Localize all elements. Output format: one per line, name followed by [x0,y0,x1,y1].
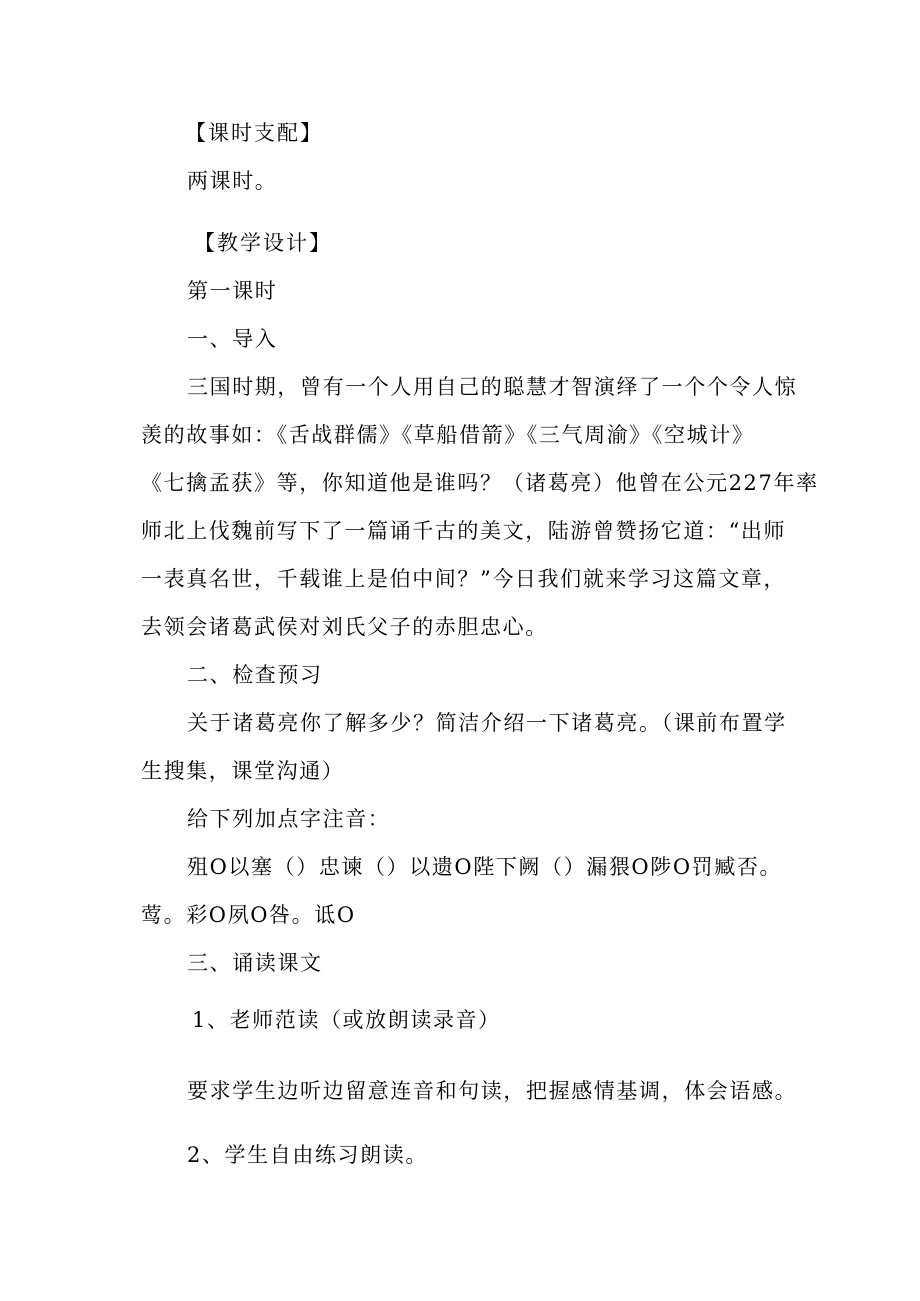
phonetic-items-line: 莺。彩O夙O咎。诋O [141,903,356,927]
section-3-title: 三、诵读课文 [187,951,323,975]
section-1-title: 一、导入 [187,327,278,351]
step-1: 1、老师范读（或放朗读录音） [192,1008,501,1032]
phonetic-items-line: 殂O以塞（）忠谏（）以遗O陛下阙（）漏猥O陟O罚臧否。 [187,855,783,879]
schedule-heading: 【课时支配】 [185,121,323,145]
preview-line: 关于诸葛亮你了解多少？简洁介绍一下诸葛亮。（课前布置学 [187,711,787,735]
step-1-requirement: 要求学生边听边留意连音和句读，把握感情基调，体会语感。 [187,1079,798,1103]
intro-line: 三国时期，曾有一个人用自己的聪慧才智演绎了一个个令人惊 [187,375,798,399]
schedule-text: 两课时。 [187,169,278,193]
intro-line: 一表真名世，千载谁上是伯中间？”今日我们就来学习这篇文章， [141,567,787,591]
intro-line: 羡的故事如：《舌战群儒》《草船借箭》《三气周渝》《空城计》 [141,423,755,447]
preview-line: 生搜集，课堂沟通） [141,759,345,783]
lesson-one-label: 第一课时 [187,279,278,303]
intro-line: 去领会诸葛武侯对刘氏父子的赤胆忠心。 [141,615,548,639]
phonetic-instruction: 给下列加点字注音： [187,807,391,831]
section-2-title: 二、检查预习 [187,663,323,687]
step-2: 2、学生自由练习朗读。 [187,1143,428,1167]
intro-line: 师北上伐魏前写下了一篇诵千古的美文，陆游曾赞扬它道：“出师 [141,519,787,543]
design-heading: 【教学设计】 [194,231,332,255]
intro-line: 《七擒孟获》等，你知道他是谁吗？（诸葛亮）他曾在公元227年率 [141,471,819,495]
